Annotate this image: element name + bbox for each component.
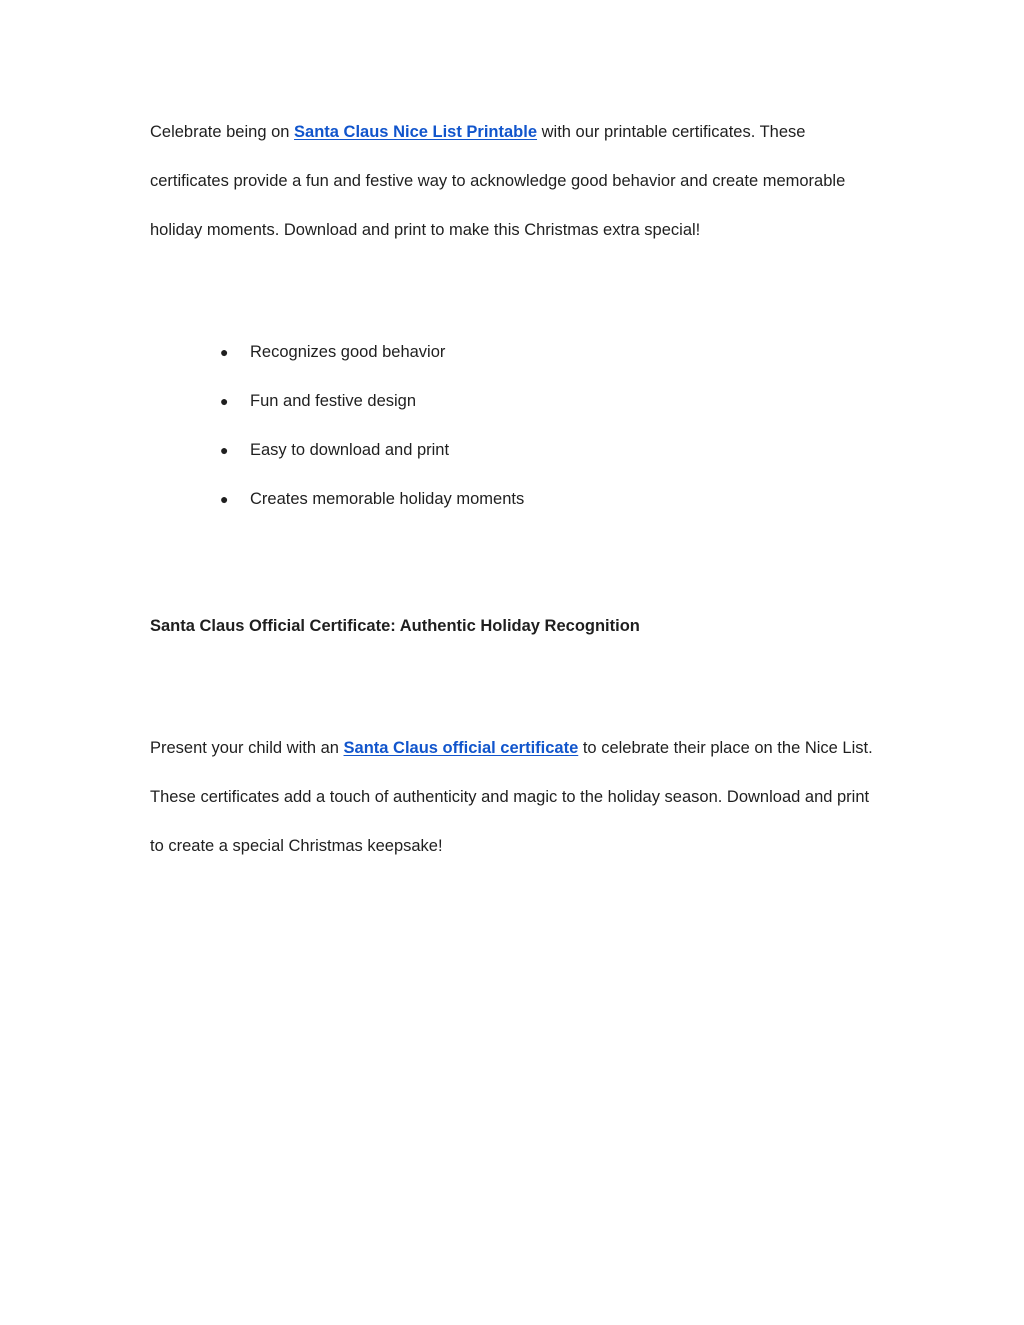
- intro-text-before: Celebrate being on: [150, 123, 295, 141]
- intro-text-after: with our printable certificates. These certificates provide a fun and festive way to acknowledge good behavior and create memorable holiday moments. Download and print to make this Christmas extra special!: [150, 123, 846, 239]
- nice-list-printable-link[interactable]: Santa Claus Nice List Printable: [294, 123, 538, 141]
- section-paragraph: [150, 724, 880, 871]
- list-item-label: Easy to download and print: [250, 441, 450, 459]
- list-item-label: Recognizes good behavior: [250, 343, 446, 361]
- list-item: [150, 475, 524, 524]
- list-item-label: Fun and festive design: [250, 392, 417, 410]
- section-text-before: Present your child with an: [150, 739, 344, 757]
- section-text-after: to celebrate their place on the Nice List. These certificates add a touch of authenticity and magic to the holiday season. Download and print to create a special Christmas keepsake!: [150, 739, 873, 855]
- intro-paragraph: [150, 108, 880, 255]
- section-heading: Santa Claus Official Certificate: Authentic Holiday Recognition: [150, 617, 640, 635]
- bullet-icon: ●: [220, 393, 229, 409]
- list-item-label: Creates memorable holiday moments: [250, 490, 525, 508]
- official-certificate-link[interactable]: Santa Claus official certificate: [343, 739, 579, 757]
- list-item: [150, 328, 524, 377]
- feature-list: [150, 328, 524, 524]
- bullet-icon: ●: [220, 491, 229, 507]
- list-item: [150, 377, 524, 426]
- list-item: [150, 426, 524, 475]
- bullet-icon: ●: [220, 442, 229, 458]
- bullet-icon: ●: [220, 344, 229, 360]
